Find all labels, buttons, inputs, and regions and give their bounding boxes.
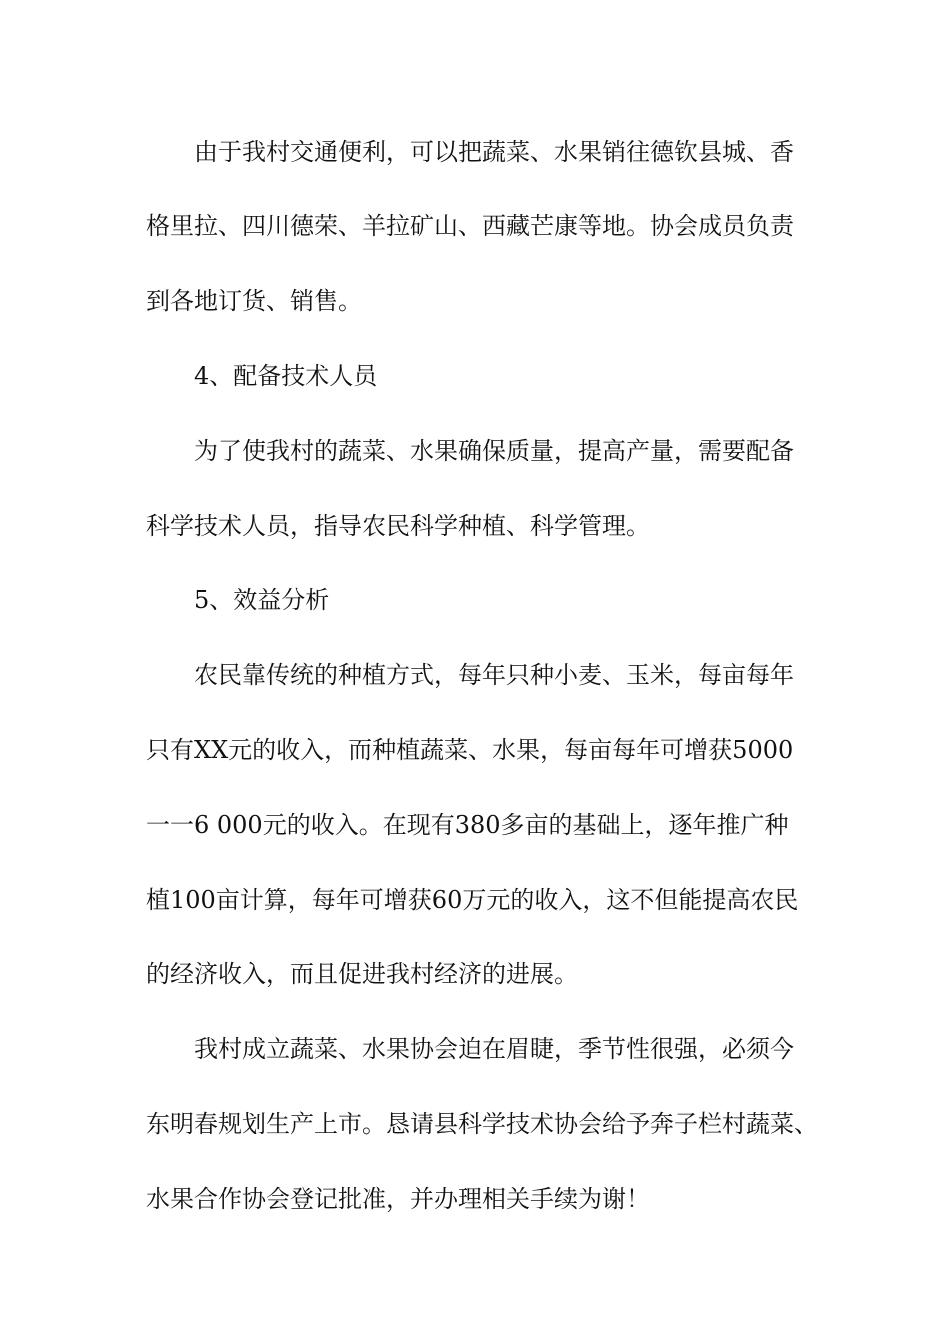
- paragraph-line: 我村成立蔬菜、水果协会迫在眉睫，季节性很强，必须今: [194, 1035, 794, 1063]
- paragraph-line: 格里拉、四川德荣、羊拉矿山、西藏芒康等地。协会成员负责: [146, 212, 794, 240]
- section-heading: 4、配备技术人员: [194, 362, 378, 390]
- section-heading: 5、效益分析: [194, 586, 330, 614]
- paragraph-line: 科学技术人员，指导农民科学种植、科学管理。: [146, 512, 650, 540]
- paragraph-line: 东明春规划生产上市。恳请县科学技术协会给予奔子栏村蔬菜、: [146, 1110, 818, 1138]
- paragraph-line: 到各地订货、销售。: [146, 287, 362, 315]
- paragraph-line: 水果合作协会登记批准，并办理相关手续为谢！: [146, 1185, 650, 1213]
- paragraph-line: 由于我村交通便利，可以把蔬菜、水果销往德钦县城、香: [194, 138, 794, 166]
- paragraph-line: 农民靠传统的种植方式，每年只种小麦、玉米，每亩每年: [194, 661, 794, 689]
- paragraph-line: 只有XX元的收入，而种植蔬菜、水果，每亩每年可增获5000: [146, 736, 794, 764]
- paragraph-line: 植100亩计算，每年可增获60万元的收入，这不但能提高农民: [146, 886, 799, 914]
- paragraph-line: 为了使我村的蔬菜、水果确保质量，提高产量，需要配备: [194, 437, 794, 465]
- paragraph-line: 一一6 000元的收入。在现有380多亩的基础上，逐年推广种: [146, 811, 789, 839]
- paragraph-line: 的经济收入，而且促进我村经济的进展。: [146, 960, 578, 988]
